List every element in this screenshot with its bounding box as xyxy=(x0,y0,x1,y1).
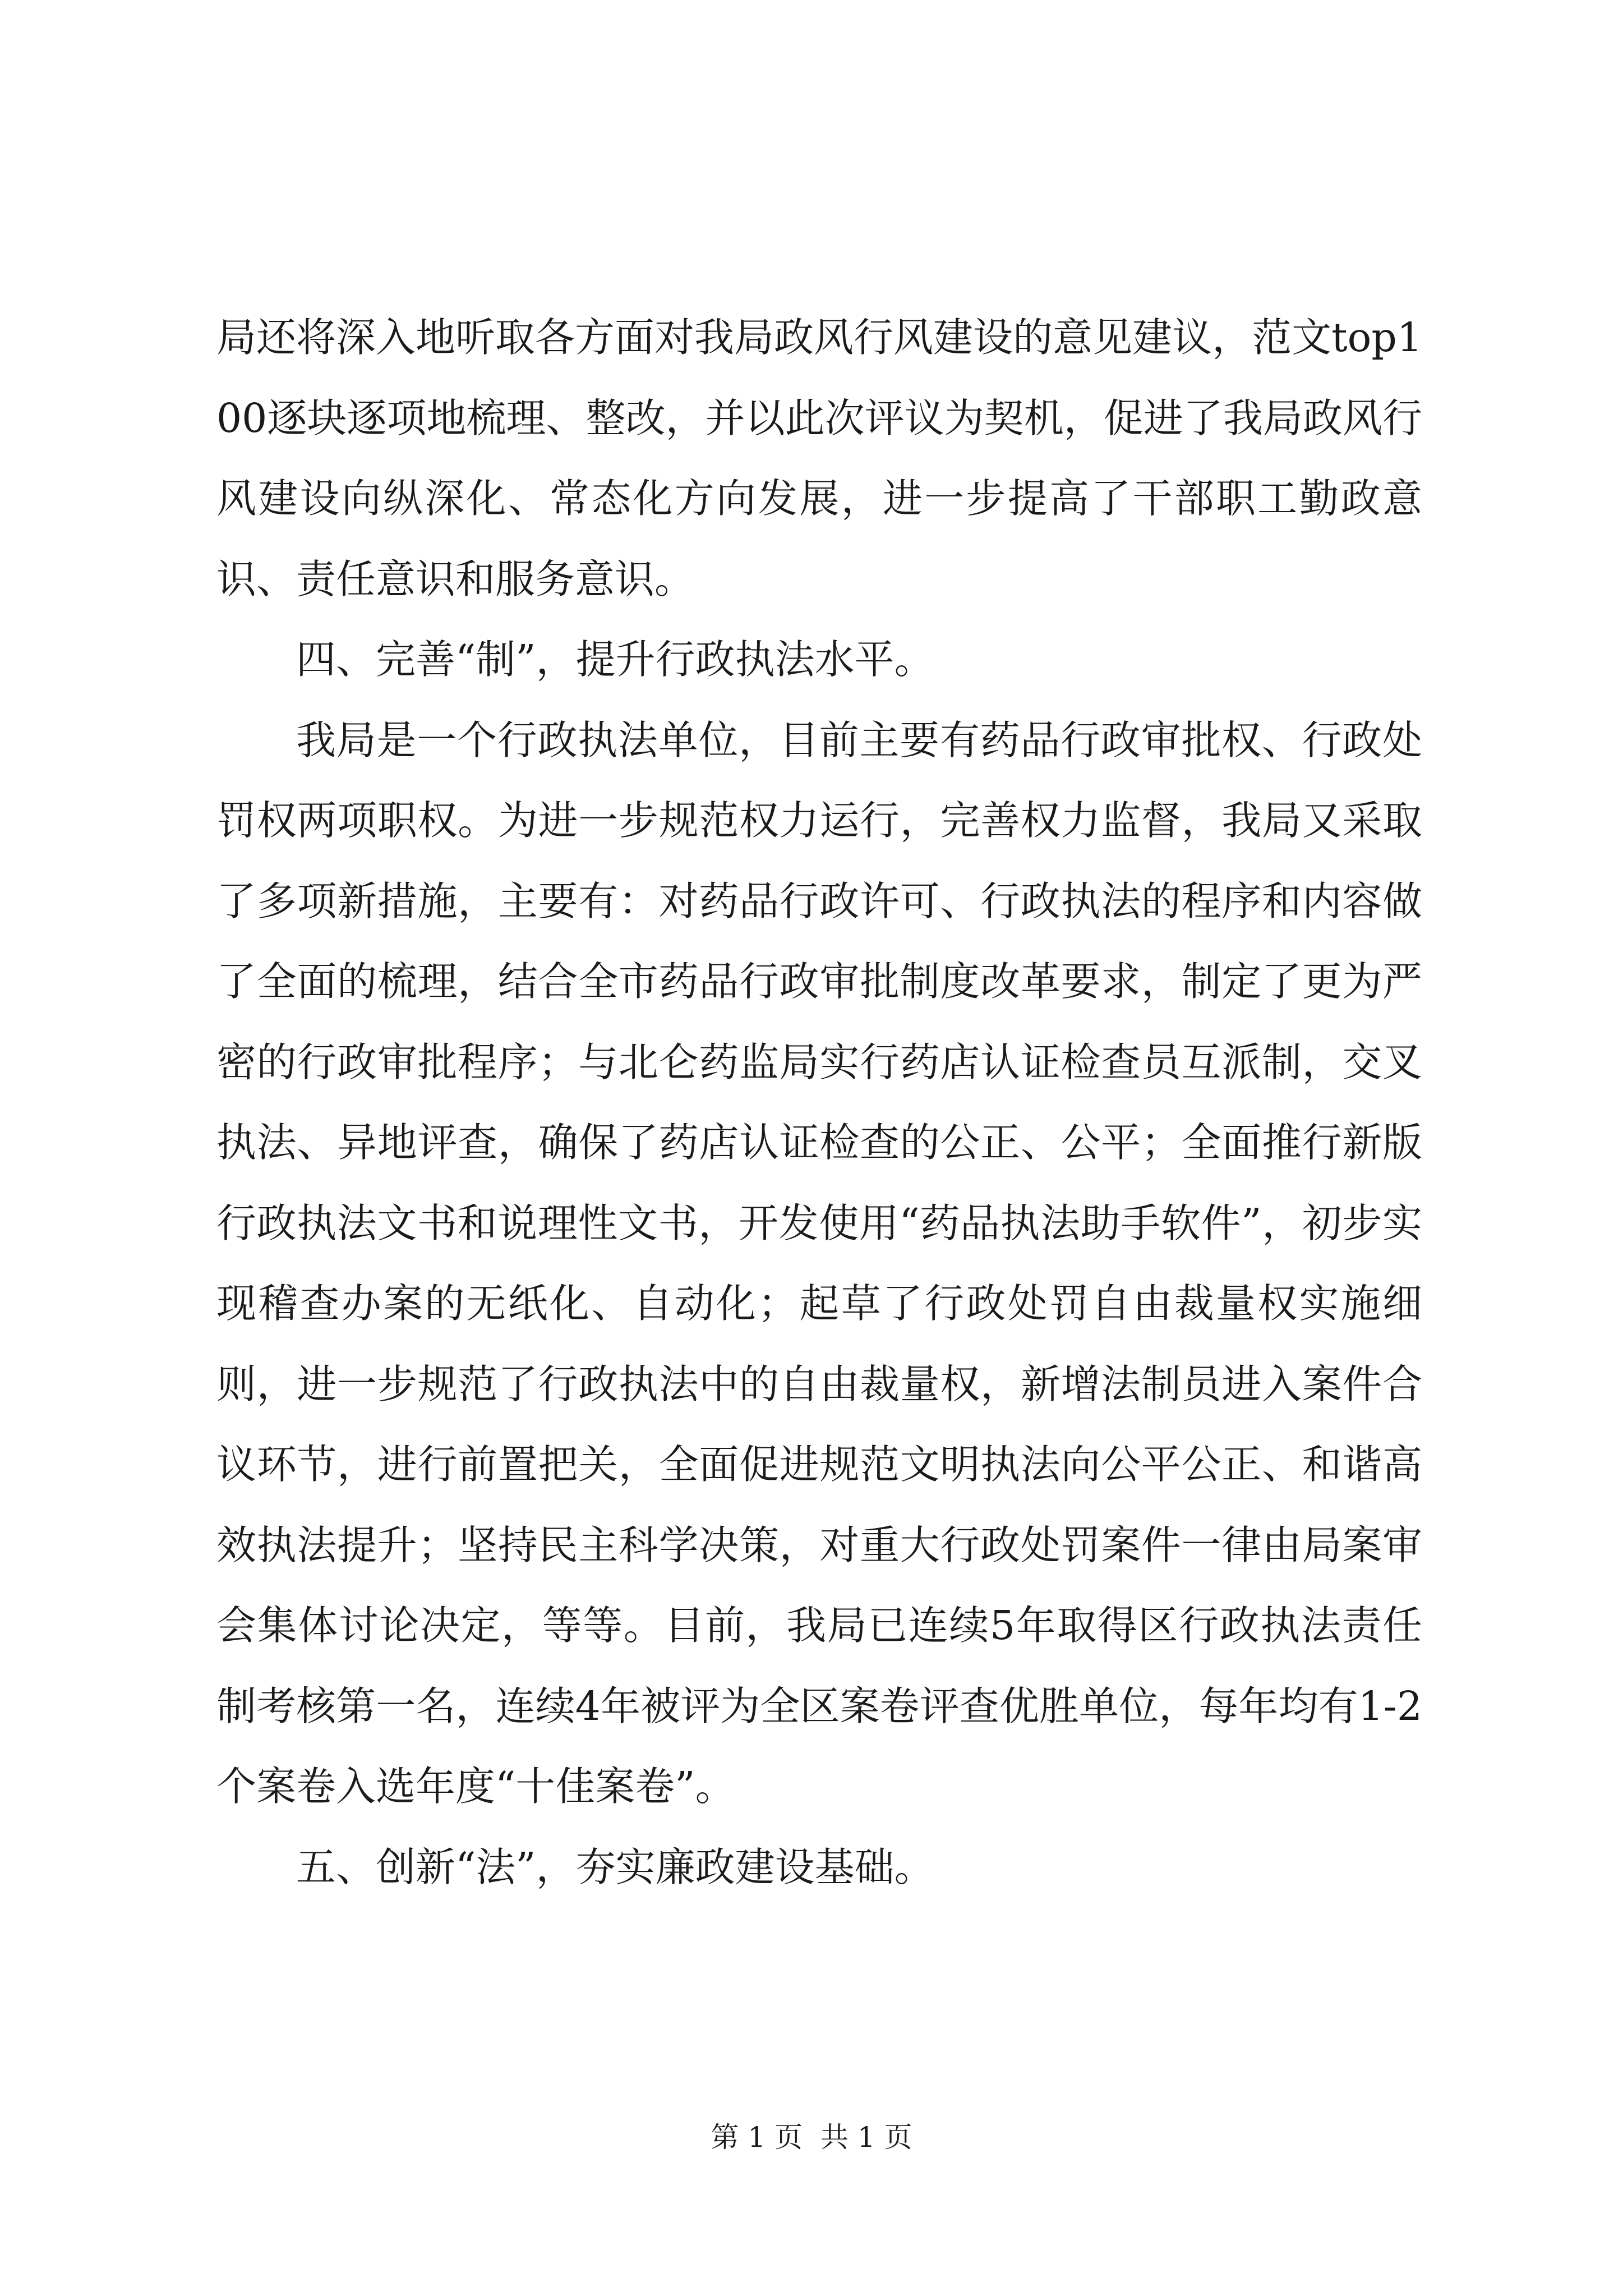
paragraph-2: 我局是一个行政执法单位，目前主要有药品行政审批权、行政处罚权两项职权。为进一步规范权力运行，完善权力监督，我局又采取了多项新措施，主要有：对药品行政许可、行政执法的程序和内容做了全面的梳理，结合全市药品行政审批制度改革要求，制定了更为严密的行政审批程序；与北仑药监局实行药店认证检查员互派制，交叉执法、异地评查，确保了药店认证检查的公正、公平；全面推行新版行政执法文书和说理性文书，开发使用“药品执法助手软件”，初步实现稽查办案的无纸化、自动化；起草了行政处罚自由裁量权实施细则，进一步规范了行政执法中的自由裁量权，新增法制员进入案件合议环节，进行前置把关，全面促进规范文明执法向公平公正、和谐高效执法提升；坚持民主科学决策，对重大行政处罚案件一律由局案审会集体讨论决定，等等。目前，我局已连续5年取得区行政执法责任制考核第一名，连续4年被评为全区案卷评查优胜单位，每年均有1-2个案卷入选年度“十佳案卷”。 xyxy=(216,716,1422,1810)
page-number: 第 1 页 共 1 页 xyxy=(711,2121,912,2154)
page-footer xyxy=(0,2118,1623,2157)
section-heading-4: 四、完善“制”，提升行政执法水平。 xyxy=(296,636,934,683)
document-body xyxy=(216,297,1422,1907)
paragraph-1: 局还将深入地听取各方面对我局政风行风建设的意见建议，范文top100逐块逐项地梳理、整改，并以此次评议为契机，促进了我局政风行风建设向纵深化、常态化方向发展，进一步提高了干部职工勤政意识、责任意识和服务意识。 xyxy=(216,314,1422,602)
section-heading-5: 五、创新“法”，夯实廉政建设基础。 xyxy=(296,1843,934,1890)
